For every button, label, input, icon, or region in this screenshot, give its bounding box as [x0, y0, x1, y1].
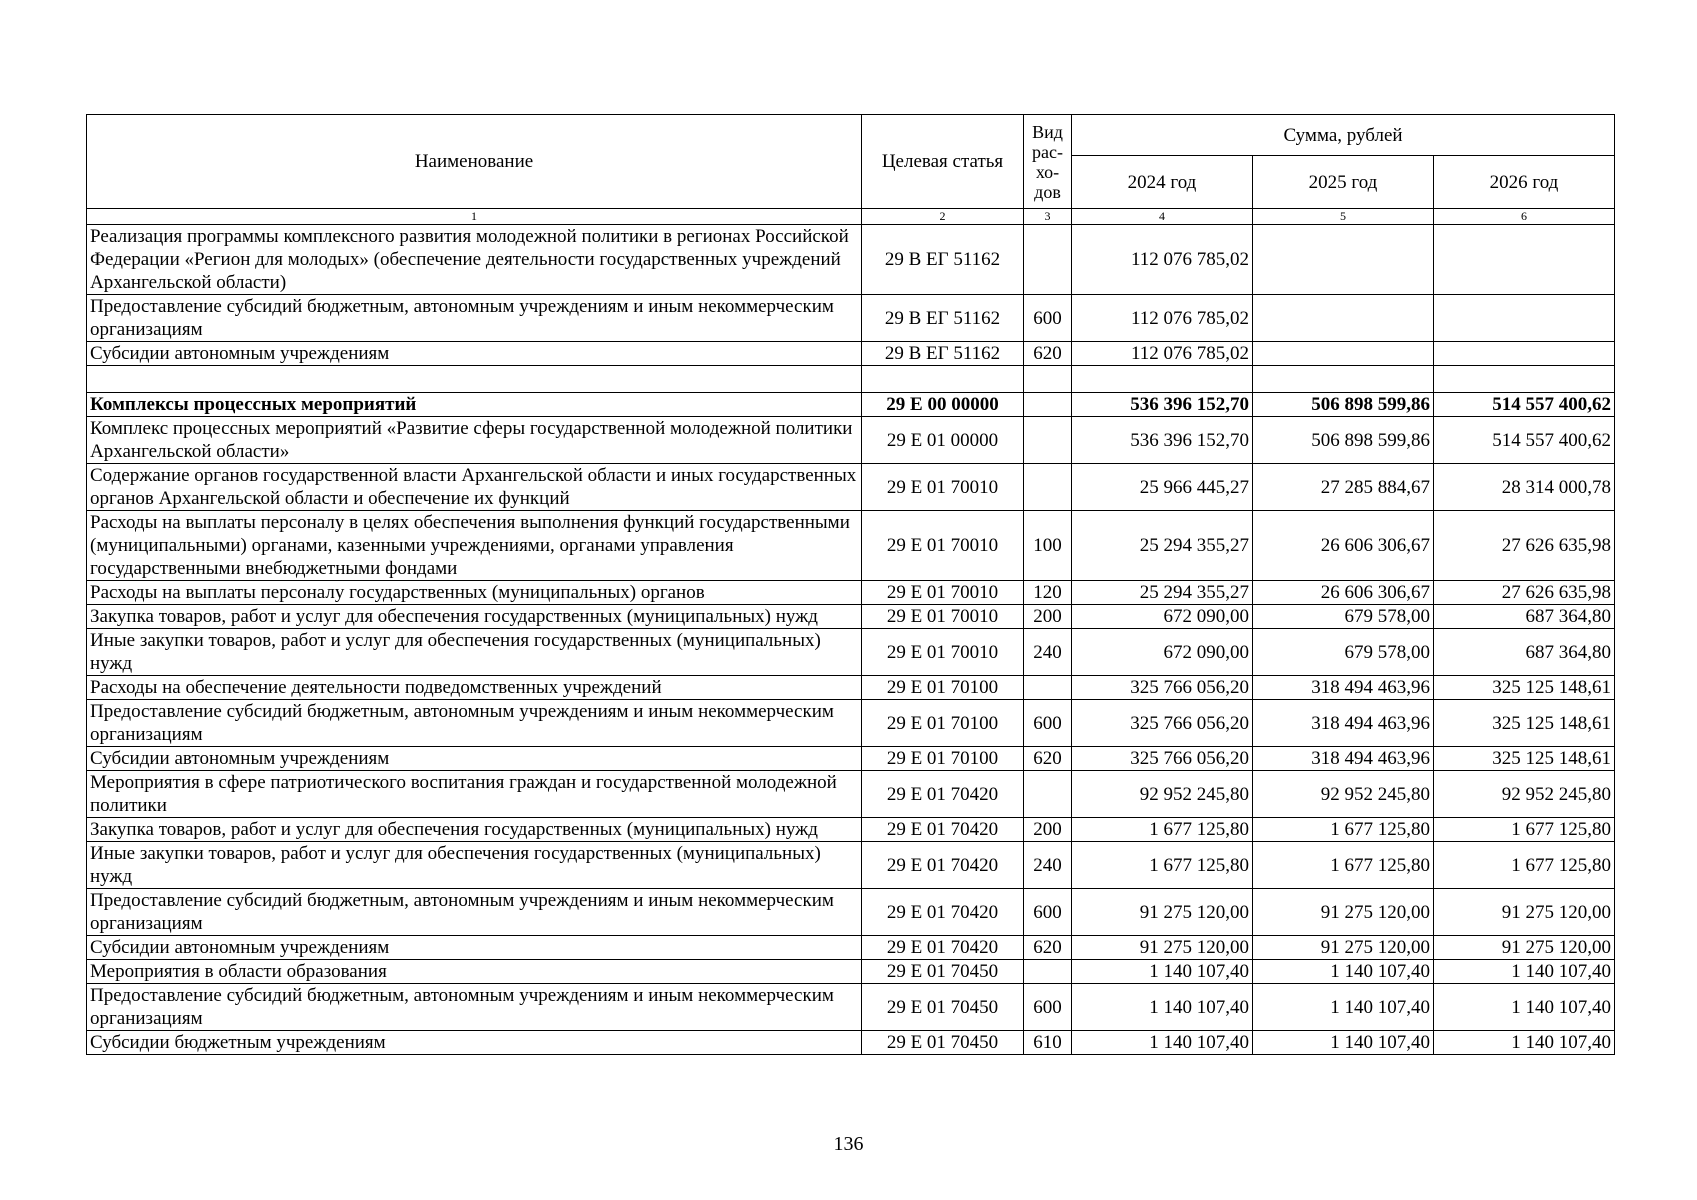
- row-code: 29 Е 00 00000: [862, 393, 1024, 417]
- header-year-2024: 2024 год: [1072, 156, 1253, 209]
- row-code: 29 В ЕГ 51162: [862, 295, 1024, 342]
- row-name: Предоставление субсидий бюджетным, автономным учреждениям и иным некоммерческим организациям: [87, 984, 862, 1031]
- table-row: [87, 417, 1615, 464]
- row-kind: 620: [1024, 747, 1072, 771]
- row-amount-2026: 687 364,80: [1434, 605, 1615, 629]
- row-amount-2025: [1253, 366, 1434, 393]
- row-amount-2024: 25 294 355,27: [1072, 511, 1253, 581]
- row-code: 29 Е 01 70010: [862, 605, 1024, 629]
- row-amount-2026: 28 314 000,78: [1434, 464, 1615, 511]
- header-code: Целевая статья: [862, 115, 1024, 209]
- header-kind: Вид рас-хо-дов: [1024, 115, 1072, 209]
- table-row: [87, 936, 1615, 960]
- column-number: 1: [87, 209, 862, 225]
- row-amount-2026: [1434, 295, 1615, 342]
- row-kind: 240: [1024, 842, 1072, 889]
- row-code: 29 В ЕГ 51162: [862, 342, 1024, 366]
- row-amount-2026: 514 557 400,62: [1434, 393, 1615, 417]
- row-amount-2026: 514 557 400,62: [1434, 417, 1615, 464]
- row-kind: 600: [1024, 984, 1072, 1031]
- row-code: 29 Е 01 70450: [862, 1031, 1024, 1055]
- header-name: Наименование: [87, 115, 862, 209]
- table-row: [87, 342, 1615, 366]
- row-code: 29 Е 01 70450: [862, 984, 1024, 1031]
- row-code: [862, 366, 1024, 393]
- row-kind: 620: [1024, 936, 1072, 960]
- row-name: Реализация программы комплексного развития молодежной политики в регионах Российской Федерации «Регион для молодых» (обеспечение деятельности государственных учреждений Архангельской области): [87, 225, 862, 295]
- table-row: [87, 747, 1615, 771]
- row-name: Мероприятия в сфере патриотического воспитания граждан и государственной молодежной политики: [87, 771, 862, 818]
- row-amount-2024: 1 140 107,40: [1072, 960, 1253, 984]
- row-amount-2024: 1 140 107,40: [1072, 1031, 1253, 1055]
- table-row: [87, 629, 1615, 676]
- row-amount-2024: 672 090,00: [1072, 629, 1253, 676]
- column-number: 3: [1024, 209, 1072, 225]
- row-amount-2026: 1 677 125,80: [1434, 842, 1615, 889]
- row-code: 29 Е 01 70010: [862, 581, 1024, 605]
- row-amount-2026: [1434, 225, 1615, 295]
- table-row: [87, 700, 1615, 747]
- row-kind: 240: [1024, 629, 1072, 676]
- row-name: Субсидии автономным учреждениям: [87, 936, 862, 960]
- row-code: 29 Е 01 70010: [862, 511, 1024, 581]
- row-amount-2025: 26 606 306,67: [1253, 581, 1434, 605]
- row-amount-2024: 92 952 245,80: [1072, 771, 1253, 818]
- row-kind: [1024, 464, 1072, 511]
- row-amount-2025: [1253, 295, 1434, 342]
- row-amount-2026: [1434, 366, 1615, 393]
- row-code: 29 Е 01 70420: [862, 842, 1024, 889]
- table-row: [87, 605, 1615, 629]
- row-amount-2025: 318 494 463,96: [1253, 676, 1434, 700]
- row-amount-2026: 687 364,80: [1434, 629, 1615, 676]
- row-amount-2025: 318 494 463,96: [1253, 747, 1434, 771]
- row-amount-2025: 91 275 120,00: [1253, 889, 1434, 936]
- row-name: Расходы на обеспечение деятельности подведомственных учреждений: [87, 676, 862, 700]
- row-amount-2024: 325 766 056,20: [1072, 747, 1253, 771]
- row-amount-2025: 1 140 107,40: [1253, 960, 1434, 984]
- row-amount-2024: 325 766 056,20: [1072, 700, 1253, 747]
- table-row: [87, 464, 1615, 511]
- budget-table: [86, 114, 1615, 1055]
- row-kind: [1024, 771, 1072, 818]
- column-number-row: [87, 209, 1615, 225]
- row-kind: 600: [1024, 700, 1072, 747]
- row-amount-2025: 91 275 120,00: [1253, 936, 1434, 960]
- table-row: [87, 581, 1615, 605]
- row-amount-2026: 1 140 107,40: [1434, 1031, 1615, 1055]
- row-name: Предоставление субсидий бюджетным, автономным учреждениям и иным некоммерческим организациям: [87, 295, 862, 342]
- table-row: [87, 771, 1615, 818]
- row-amount-2025: 1 677 125,80: [1253, 818, 1434, 842]
- row-name: Комплекс процессных мероприятий «Развитие сферы государственной молодежной политики Архангельской области»: [87, 417, 862, 464]
- row-name: Предоставление субсидий бюджетным, автономным учреждениям и иным некоммерческим организациям: [87, 700, 862, 747]
- row-amount-2025: 26 606 306,67: [1253, 511, 1434, 581]
- row-amount-2025: 506 898 599,86: [1253, 417, 1434, 464]
- row-name: Комплексы процессных мероприятий: [87, 393, 862, 417]
- row-name: Содержание органов государственной власти Архангельской области и иных государственных органов Архангельской области и обеспечение их функций: [87, 464, 862, 511]
- row-name: Мероприятия в области образования: [87, 960, 862, 984]
- row-amount-2024: 25 294 355,27: [1072, 581, 1253, 605]
- row-code: 29 В ЕГ 51162: [862, 225, 1024, 295]
- column-number: 6: [1434, 209, 1615, 225]
- table-row: [87, 842, 1615, 889]
- row-kind: [1024, 676, 1072, 700]
- row-name: Субсидии автономным учреждениям: [87, 747, 862, 771]
- row-amount-2025: 92 952 245,80: [1253, 771, 1434, 818]
- table-row-section-total: [87, 393, 1615, 417]
- table-row: [87, 984, 1615, 1031]
- row-amount-2024: 112 076 785,02: [1072, 295, 1253, 342]
- table-row: [87, 889, 1615, 936]
- column-number: 4: [1072, 209, 1253, 225]
- row-kind: [1024, 417, 1072, 464]
- row-amount-2026: [1434, 342, 1615, 366]
- table-row: [87, 511, 1615, 581]
- row-code: 29 Е 01 70100: [862, 700, 1024, 747]
- row-amount-2024: 25 966 445,27: [1072, 464, 1253, 511]
- row-code: 29 Е 01 70420: [862, 818, 1024, 842]
- row-amount-2024: 672 090,00: [1072, 605, 1253, 629]
- row-name: Расходы на выплаты персоналу государственных (муниципальных) органов: [87, 581, 862, 605]
- row-kind: 600: [1024, 295, 1072, 342]
- row-amount-2024: 1 677 125,80: [1072, 842, 1253, 889]
- row-amount-2026: 27 626 635,98: [1434, 511, 1615, 581]
- row-amount-2024: 112 076 785,02: [1072, 342, 1253, 366]
- row-amount-2024: 112 076 785,02: [1072, 225, 1253, 295]
- row-kind: 200: [1024, 818, 1072, 842]
- table-body: [87, 225, 1615, 1055]
- row-amount-2026: 1 677 125,80: [1434, 818, 1615, 842]
- row-name: Закупка товаров, работ и услуг для обеспечения государственных (муниципальных) нужд: [87, 818, 862, 842]
- row-name: Иные закупки товаров, работ и услуг для обеспечения государственных (муниципальных) нужд: [87, 842, 862, 889]
- row-amount-2025: 679 578,00: [1253, 605, 1434, 629]
- row-kind: [1024, 366, 1072, 393]
- row-code: 29 Е 01 70450: [862, 960, 1024, 984]
- row-name: Закупка товаров, работ и услуг для обеспечения государственных (муниципальных) нужд: [87, 605, 862, 629]
- header-year-2026: 2026 год: [1434, 156, 1615, 209]
- row-kind: 100: [1024, 511, 1072, 581]
- row-amount-2025: 679 578,00: [1253, 629, 1434, 676]
- table-row: [87, 960, 1615, 984]
- header-year-2025: 2025 год: [1253, 156, 1434, 209]
- row-name: Предоставление субсидий бюджетным, автономным учреждениям и иным некоммерческим организациям: [87, 889, 862, 936]
- row-name: Расходы на выплаты персоналу в целях обеспечения выполнения функций государственными (муниципальными) органами, казенными учреждениями, органами управления государственными внебюджетными фондами: [87, 511, 862, 581]
- row-code: 29 Е 01 70100: [862, 747, 1024, 771]
- row-amount-2026: 325 125 148,61: [1434, 676, 1615, 700]
- page-number: 136: [833, 1133, 864, 1155]
- table-row: [87, 818, 1615, 842]
- row-kind: [1024, 225, 1072, 295]
- row-code: 29 Е 01 70420: [862, 936, 1024, 960]
- table-row-empty: [87, 366, 1615, 393]
- row-amount-2024: 1 140 107,40: [1072, 984, 1253, 1031]
- row-amount-2025: 1 677 125,80: [1253, 842, 1434, 889]
- row-kind: 620: [1024, 342, 1072, 366]
- row-amount-2024: 91 275 120,00: [1072, 936, 1253, 960]
- row-name: [87, 366, 862, 393]
- row-amount-2024: 91 275 120,00: [1072, 889, 1253, 936]
- row-amount-2026: 91 275 120,00: [1434, 889, 1615, 936]
- column-number: 5: [1253, 209, 1434, 225]
- row-code: 29 Е 01 00000: [862, 417, 1024, 464]
- row-amount-2024: 1 677 125,80: [1072, 818, 1253, 842]
- row-amount-2024: [1072, 366, 1253, 393]
- row-code: 29 Е 01 70420: [862, 771, 1024, 818]
- row-amount-2025: 1 140 107,40: [1253, 1031, 1434, 1055]
- row-code: 29 Е 01 70010: [862, 629, 1024, 676]
- row-amount-2025: 27 285 884,67: [1253, 464, 1434, 511]
- row-amount-2024: 325 766 056,20: [1072, 676, 1253, 700]
- row-code: 29 Е 01 70100: [862, 676, 1024, 700]
- row-amount-2025: [1253, 342, 1434, 366]
- row-name: Субсидии автономным учреждениям: [87, 342, 862, 366]
- table-row: [87, 676, 1615, 700]
- row-kind: [1024, 960, 1072, 984]
- column-number: 2: [862, 209, 1024, 225]
- row-name: Иные закупки товаров, работ и услуг для обеспечения государственных (муниципальных) нужд: [87, 629, 862, 676]
- row-kind: [1024, 393, 1072, 417]
- table-row: [87, 225, 1615, 295]
- row-code: 29 Е 01 70420: [862, 889, 1024, 936]
- header-sum: Сумма, рублей: [1072, 115, 1615, 156]
- row-amount-2024: 536 396 152,70: [1072, 417, 1253, 464]
- row-amount-2025: 506 898 599,86: [1253, 393, 1434, 417]
- table-row: [87, 295, 1615, 342]
- table-row: [87, 1031, 1615, 1055]
- row-amount-2025: 318 494 463,96: [1253, 700, 1434, 747]
- row-amount-2026: 1 140 107,40: [1434, 984, 1615, 1031]
- row-amount-2026: 325 125 148,61: [1434, 747, 1615, 771]
- row-name: Субсидии бюджетным учреждениям: [87, 1031, 862, 1055]
- row-amount-2025: 1 140 107,40: [1253, 984, 1434, 1031]
- row-kind: 610: [1024, 1031, 1072, 1055]
- row-amount-2024: 536 396 152,70: [1072, 393, 1253, 417]
- row-amount-2026: 91 275 120,00: [1434, 936, 1615, 960]
- row-amount-2026: 325 125 148,61: [1434, 700, 1615, 747]
- row-amount-2026: 92 952 245,80: [1434, 771, 1615, 818]
- row-amount-2026: 1 140 107,40: [1434, 960, 1615, 984]
- row-amount-2025: [1253, 225, 1434, 295]
- row-kind: 600: [1024, 889, 1072, 936]
- row-kind: 200: [1024, 605, 1072, 629]
- row-code: 29 Е 01 70010: [862, 464, 1024, 511]
- table-header: [87, 115, 1615, 225]
- row-kind: 120: [1024, 581, 1072, 605]
- row-amount-2026: 27 626 635,98: [1434, 581, 1615, 605]
